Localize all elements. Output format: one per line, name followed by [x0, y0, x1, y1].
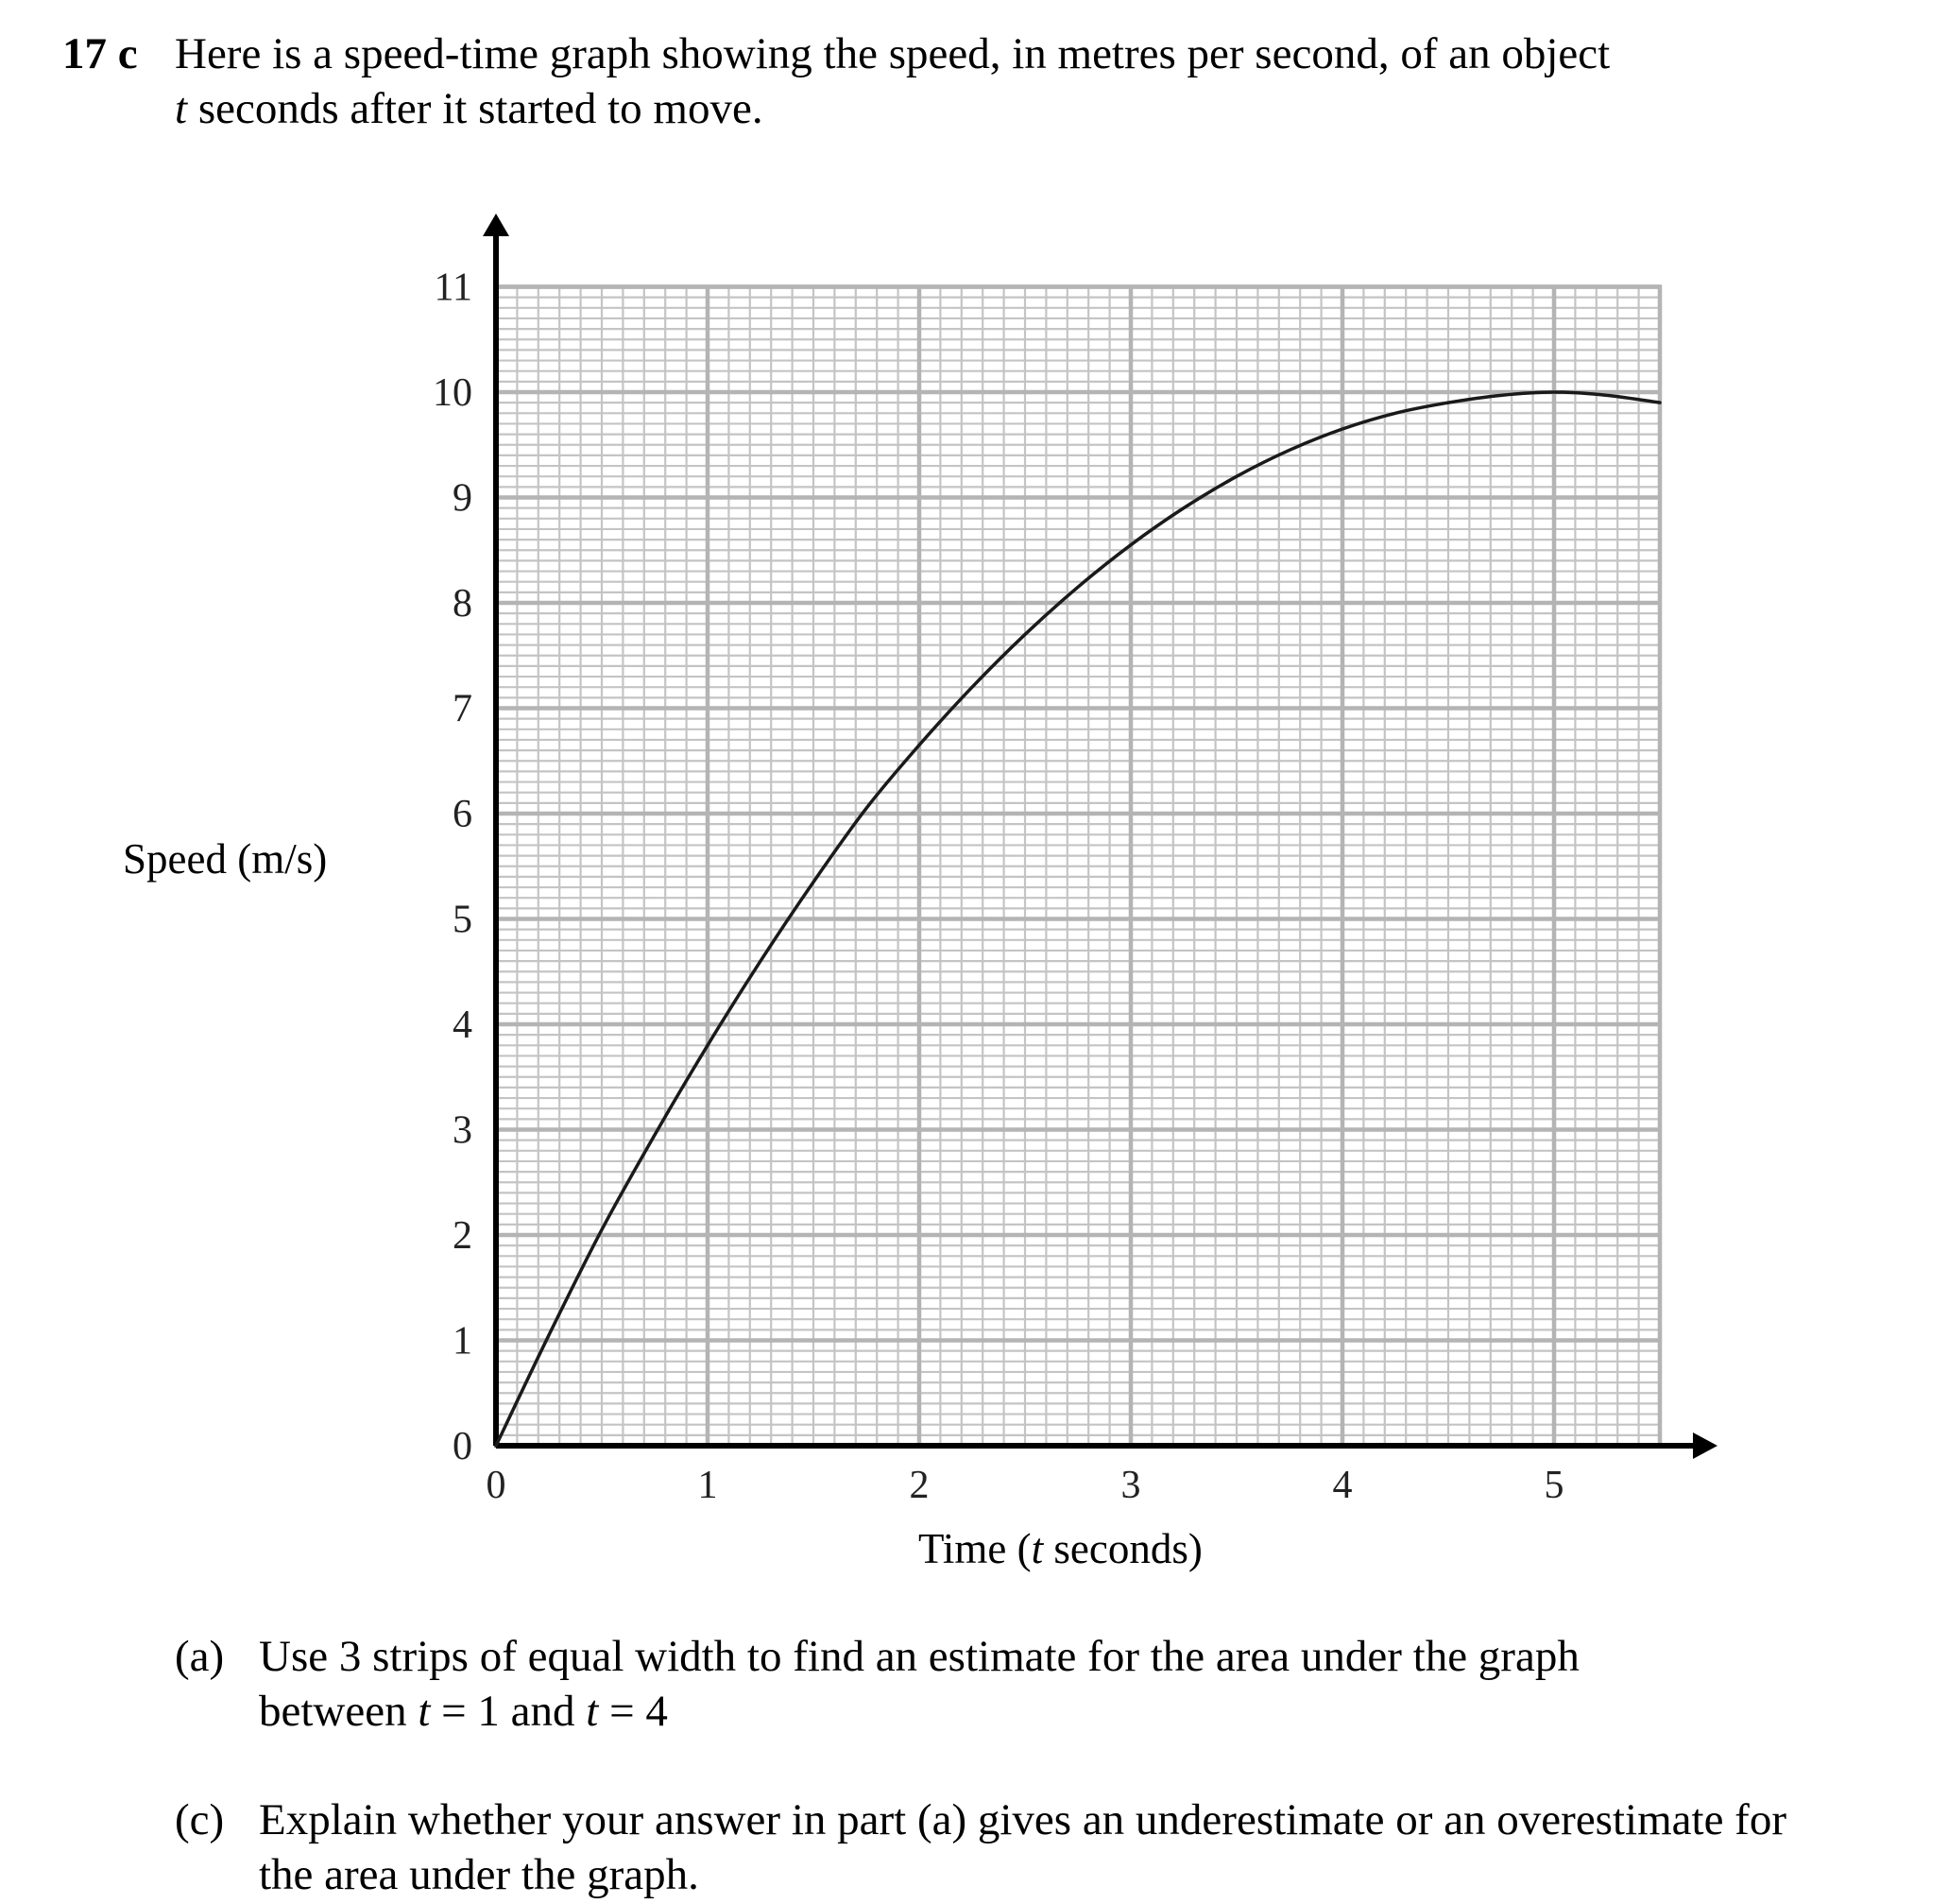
part-a-line2: [259, 1684, 668, 1739]
y-tick-label: 11: [434, 266, 472, 310]
part-c-label: (c): [175, 1795, 225, 1844]
y-axis-arrow: [483, 214, 509, 236]
question-intro-line1: Here is a speed-time graph showing the speed, in metres per second, of an object: [175, 29, 1611, 78]
part-c: [175, 1793, 1786, 1899]
y-tick-label: 9: [453, 476, 472, 521]
part-a-text-1: between: [259, 1687, 419, 1736]
y-tick-label: 1: [453, 1319, 472, 1364]
question-number: 17 c: [62, 29, 138, 78]
x-axis-label-prefix: Time (: [918, 1525, 1032, 1572]
x-tick-label: 5: [1544, 1464, 1564, 1507]
part-a-var-1: t: [418, 1687, 431, 1736]
part-a-text-3: = 4: [598, 1687, 668, 1736]
y-tick-label: 7: [453, 687, 472, 731]
x-axis-label-suffix: seconds): [1043, 1525, 1203, 1572]
x-tick-label: 2: [909, 1464, 930, 1507]
x-axis-arrow: [1693, 1432, 1717, 1459]
x-tick-label: 4: [1332, 1464, 1353, 1507]
part-a: [175, 1629, 1580, 1736]
y-tick-label: 3: [453, 1108, 472, 1153]
y-tick-label: 2: [453, 1214, 472, 1258]
part-c-line2: the area under the graph.: [259, 1850, 699, 1899]
y-tick-label: 6: [453, 793, 472, 836]
grid-minor: [496, 287, 1660, 1447]
part-c-line1: Explain whether your answer in part (a) gives an underestimate or an overestimate for: [259, 1795, 1786, 1844]
part-a-label: (a): [175, 1632, 225, 1681]
y-axis-label: Speed (m/s): [123, 835, 328, 883]
part-a-var-2: t: [586, 1687, 599, 1736]
x-axis-label: [918, 1523, 1203, 1574]
x-tick-label: 1: [697, 1464, 718, 1507]
y-tick-label: 8: [453, 582, 472, 626]
x-tick-label: 3: [1120, 1464, 1141, 1507]
y-tick-label: 5: [453, 898, 472, 942]
y-tick-label: 0: [453, 1425, 472, 1468]
y-tick-label: 4: [453, 1003, 472, 1047]
part-a-line1: Use 3 strips of equal width to find an estimate for the area under the graph: [259, 1632, 1580, 1681]
x-axis-label-var: t: [1031, 1525, 1044, 1572]
y-tick-label: 10: [433, 371, 472, 415]
x-tick-label: 0: [486, 1464, 506, 1507]
question-intro-rest: seconds after it started to move.: [187, 84, 763, 133]
question-intro-var: t: [175, 84, 188, 133]
part-a-text-2: = 1 and: [430, 1687, 587, 1736]
